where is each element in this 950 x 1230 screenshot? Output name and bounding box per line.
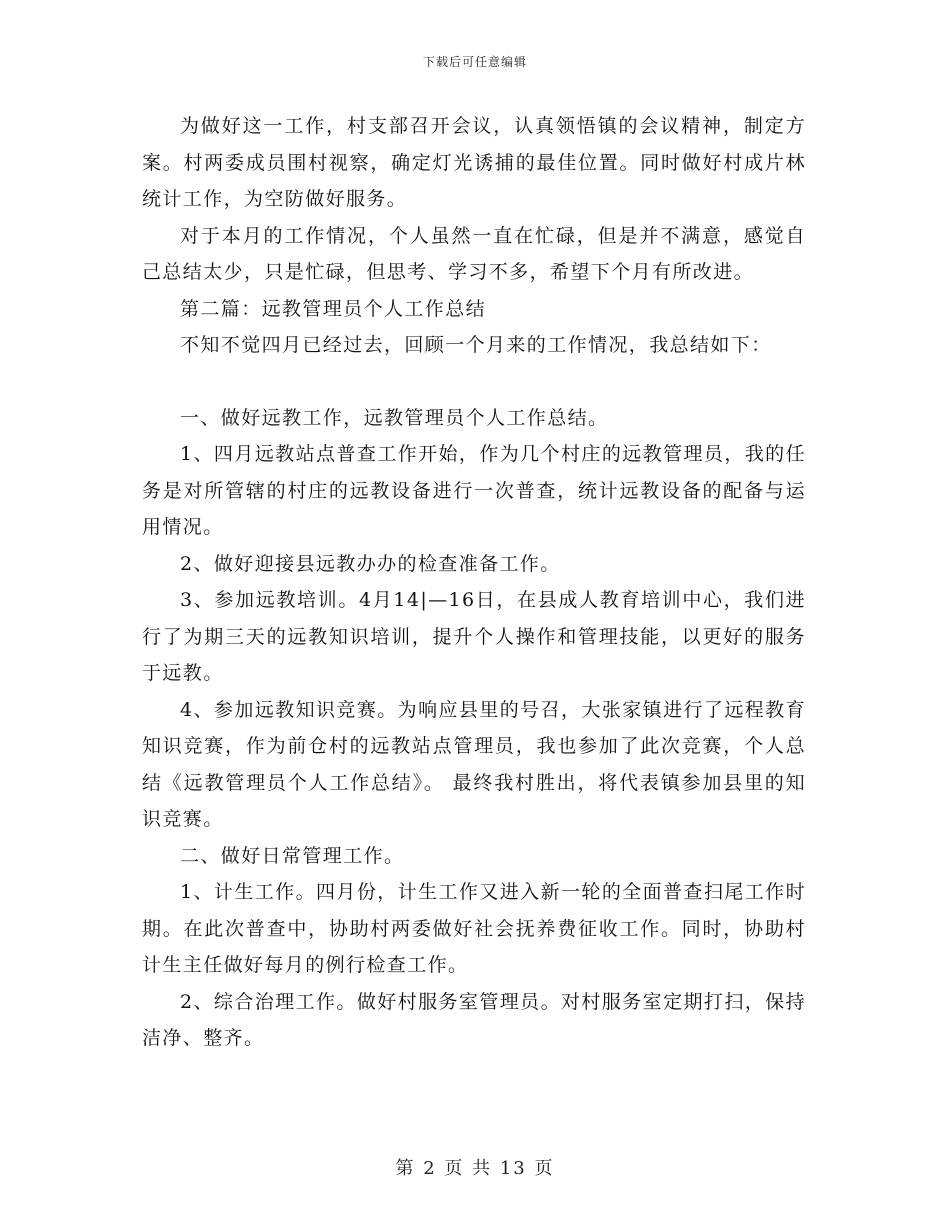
paragraph: 3、参加远教培训。4月14|—16日，在县成人教育培训中心，我们进行了为期三天的远教知识培训，提升个人操作和管理技能，以更好的服务于远教。: [142, 589, 806, 684]
paragraph: 2、做好迎接县远教办办的检查准备工作。: [180, 552, 561, 575]
section-heading: 一、做好远教工作，远教管理员个人工作总结。: [180, 406, 609, 429]
paragraph: 2、综合治理工作。做好村服务室管理员。对村服务室定期打扫，保持洁净、整齐。: [142, 990, 806, 1049]
paragraph: 1、计生工作。四月份，计生工作又进入新一轮的全面普查扫尾工作时期。在此次普查中，协助村两委做好社会抚养费征收工作。同时，协助村计生主任做好每月的例行检查工作。: [142, 881, 806, 976]
paragraph: 4、参加远教知识竞赛。为响应县里的号召，大张家镇进行了远程教育知识竞赛，作为前仓村的远教站点管理员，我也参加了此次竞赛，个人总结《远教管理员个人工作总结》。 最终我村胜出，将代表镇参加县里的知识竞赛。: [142, 698, 806, 830]
page-header: 下载后可任意编辑: [422, 55, 527, 69]
paragraph: 1、四月远教站点普查工作开始，作为几个村庄的远教管理员，我的任务是对所管辖的村庄的远教设备进行一次普查，统计远教设备的配备与运用情况。: [142, 443, 806, 538]
paragraph: 对于本月的工作情况，个人虽然一直在忙碌，但是并不满意，感觉自己总结太少，只是忙碌，但思考、学习不多，希望下个月有所改进。: [142, 224, 806, 283]
paragraph: 不知不觉四月已经过去，回顾一个月来的工作情况，我总结如下：: [180, 334, 772, 356]
document-body: [142, 108, 806, 1057]
section-heading: 二、做好日常管理工作。: [180, 844, 405, 867]
page-footer: 第 2 页 共 13 页: [395, 1158, 555, 1179]
section-heading: 第二篇：远教管理员个人工作总结: [180, 297, 487, 320]
paragraph: 为做好这一工作，村支部召开会议，认真领悟镇的会议精神，制定方案。村两委成员围村视察，确定灯光诱捕的最佳位置。同时做好村成片林统计工作，为空防做好服务。: [142, 115, 806, 210]
